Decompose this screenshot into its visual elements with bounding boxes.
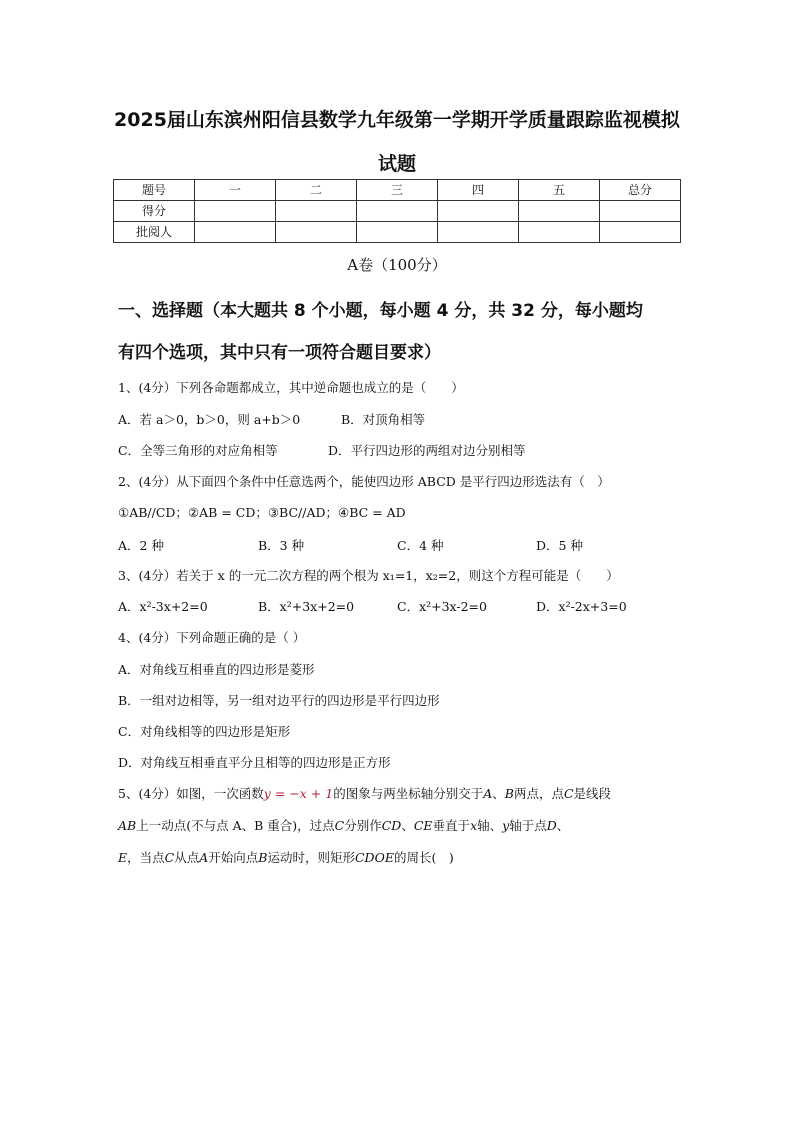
q1-option-c: C．全等三角形的对应角相等 (118, 443, 278, 458)
rectangle-label: CDOE (354, 850, 394, 865)
score-cell (600, 201, 681, 222)
q5-text: 开始向点 (208, 850, 259, 865)
point-label: A (483, 786, 493, 801)
point-label: C (563, 786, 574, 801)
page-title: 2025届山东滨州阳信县数学九年级第一学期开学质量跟踪监视模拟 (114, 109, 680, 131)
volume-heading: A卷（100分） (347, 256, 447, 274)
q5-text: 的周长( ) (393, 850, 454, 865)
q5-text: 轴、 (477, 818, 503, 833)
point-label: C (164, 850, 175, 865)
q2-option-c: C．4 种 (397, 538, 444, 553)
q5-text: 、 (492, 786, 505, 801)
header-cell: 三 (357, 180, 438, 201)
segment-label: CD (381, 818, 402, 833)
point-label: A (199, 850, 209, 865)
q1-option-d: D．平行四边形的两组对边分别相等 (328, 443, 526, 458)
q5-text: 5、(4分）如图，一次函数 (118, 786, 264, 801)
score-table (113, 179, 681, 243)
score-cell (276, 201, 357, 222)
question-5-stem-line1 (118, 784, 611, 802)
q5-text: 运动时，则矩形 (267, 850, 355, 865)
section-heading-line2: 有四个选项，其中只有一项符合题目要求） (118, 343, 441, 363)
reviewer-cell (438, 222, 519, 243)
score-cell (438, 201, 519, 222)
segment-label: AB (118, 818, 137, 833)
q5-text: 轴于点 (509, 818, 547, 833)
q2-option-d: D．5 种 (536, 538, 583, 553)
question-3-stem: 3、(4分）若关于 x 的一元二次方程的两个根为 x₁=1，x₂=2，则这个方程可能是（ ） (118, 568, 619, 583)
q3-option-b: B．x²+3x+2=0 (258, 599, 355, 614)
q5-text: 是线段 (573, 786, 612, 801)
section-heading: 一、选择题（本大题共 8 个小题，每小题 4 分，共 32 分，每小题均 (118, 301, 643, 321)
q1-option-a: A．若 a＞0，b＞0，则 a+b＞0 (118, 412, 301, 427)
question-5-stem-line2 (118, 816, 569, 834)
header-cell: 四 (438, 180, 519, 201)
reviewer-cell (357, 222, 438, 243)
q4-option-d: D．对角线互相垂直平分且相等的四边形是正方形 (118, 755, 391, 770)
reviewer-row (114, 222, 681, 243)
segment-label: CE (413, 818, 433, 833)
score-row (114, 201, 681, 222)
score-cell (357, 201, 438, 222)
reviewer-cell (519, 222, 600, 243)
reviewer-cell (276, 222, 357, 243)
score-cell (519, 201, 600, 222)
reviewer-cell (195, 222, 276, 243)
question-5-stem-line3 (118, 848, 454, 866)
row-label: 得分 (114, 201, 195, 222)
q5-text: 、 (401, 818, 414, 833)
point-label: B (258, 850, 268, 865)
q2-option-a: A．2 种 (118, 538, 164, 553)
q3-option-d: D．x²-2x+3=0 (536, 599, 627, 614)
q5-text: 两点，点 (513, 786, 564, 801)
score-table-header-row (114, 180, 681, 201)
header-cell: 五 (519, 180, 600, 201)
question-4-stem: 4、(4分）下列命题正确的是（ ） (118, 630, 306, 645)
reviewer-cell (600, 222, 681, 243)
function-expression: y = −x + 1 (263, 786, 334, 801)
header-cell: 一 (195, 180, 276, 201)
q1-option-b: B．对顶角相等 (341, 412, 426, 427)
row-label: 批阅人 (114, 222, 195, 243)
point-label: B (504, 786, 514, 801)
axis-label: y (502, 818, 510, 833)
q4-option-a: A．对角线互相垂直的四边形是菱形 (118, 662, 315, 677)
q2-conditions: ①AB//CD；②AB = CD；③BC//AD；④BC = AD (118, 505, 406, 520)
point-label: D (546, 818, 557, 833)
score-cell (195, 201, 276, 222)
q5-text: 垂直于 (432, 818, 471, 833)
q3-option-a: A．x²-3x+2=0 (118, 599, 208, 614)
q5-text: 上一动点(不与点 A、B 重合)，过点 (136, 818, 335, 833)
q4-option-c: C．对角线相等的四边形是矩形 (118, 724, 291, 739)
axis-label: x (470, 818, 478, 833)
q5-text: 的图象与两坐标轴分别交于 (333, 786, 484, 801)
header-cell: 总分 (600, 180, 681, 201)
q5-text: 从点 (174, 850, 200, 865)
page-title-line2: 试题 (377, 153, 416, 175)
q4-option-b: B．一组对边相等，另一组对边平行的四边形是平行四边形 (118, 693, 440, 708)
header-cell: 二 (276, 180, 357, 201)
q3-option-c: C．x²+3x-2=0 (397, 599, 487, 614)
question-1-stem: 1、(4分）下列各命题都成立，其中逆命题也成立的是（ ） (118, 380, 464, 395)
point-label: E (118, 850, 128, 865)
point-label: C (334, 818, 345, 833)
header-cell: 题号 (114, 180, 195, 201)
q5-text: 、 (556, 818, 570, 833)
q5-text: 分别作 (344, 818, 382, 833)
question-2-stem: 2、(4分）从下面四个条件中任意选两个，能使四边形 ABCD 是平行四边形选法有（ ） (118, 474, 610, 489)
q2-option-b: B．3 种 (258, 538, 305, 553)
q5-text: ，当点 (127, 850, 165, 865)
